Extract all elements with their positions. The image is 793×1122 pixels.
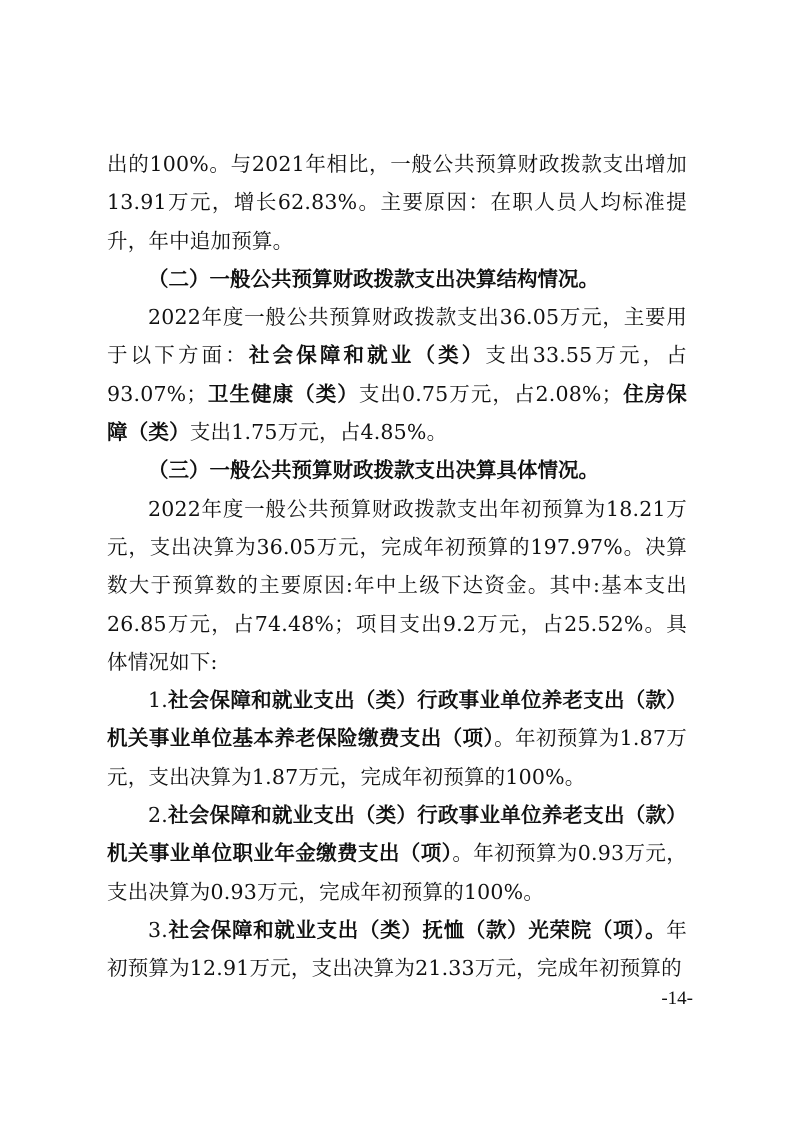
- list-item-3: [107, 911, 687, 988]
- list-item-3-text: 年初预算为12.91万元，支出决算为21.33万元，完成年初预算的: [107, 917, 687, 981]
- section-heading-2: （二）一般公共预算财政拨款支出决算结构情况。: [148, 266, 599, 291]
- list-item-3-title: 社会保障和就业支出（类）抚恤（款）光荣院（项）。: [167, 917, 667, 942]
- list-item-2-text: 。年初预算为0.93万元，支出决算为0.93万元，完成年初预算的100%。: [107, 841, 687, 904]
- list-item-1: [107, 681, 687, 796]
- structure-health-value: 支出0.75万元，占2.08%；: [358, 381, 623, 406]
- structure-social-value: 支出33.55万元，占93.07%；: [107, 343, 688, 406]
- structure-category-health: 卫生健康（类）: [207, 381, 359, 406]
- paragraph-detail: [107, 490, 687, 681]
- list-item-1-number: 1.: [148, 688, 168, 713]
- list-item-3-number: 3.: [148, 917, 168, 942]
- structure-category-housing: 住房保障（类）: [107, 381, 688, 445]
- section-heading-3: （三）一般公共预算财政拨款支出决算具体情况。: [148, 458, 599, 483]
- list-item-2-number: 2.: [148, 803, 168, 828]
- list-item-1-title: 社会保障和就业支出（类）行政事业单位养老支出（款）机关事业单位基本养老保险缴费支出（项）: [107, 688, 687, 751]
- structure-category-social: 社会保障和就业（类）: [248, 343, 486, 368]
- paragraph-structure: [107, 298, 687, 451]
- list-item-2-title: 社会保障和就业支出（类）行政事业单位养老支出（款）机关事业单位职业年金缴费支出（项）: [107, 803, 687, 866]
- paragraph-growth-text: 出的100%。与2021年相比，一般公共预算财政拨款支出增加13.91万元，增长62.83%。主要原因：在职人员人均标准提升，年中追加预算。: [107, 152, 687, 253]
- structure-lead: 2022年度一般公共预算财政拨款支出36.05万元，主要用于以下方面：: [107, 305, 687, 368]
- list-item-2: [107, 796, 687, 911]
- page-number: -14-: [661, 988, 693, 1009]
- list-item-1-text: 。年初预算为1.87万元，支出决算为1.87万元，完成年初预算的100%。: [107, 726, 687, 789]
- structure-housing-value: 支出1.75万元，占4.85%。: [189, 420, 448, 445]
- document-body: [107, 145, 687, 988]
- paragraph-growth: [107, 145, 687, 260]
- paragraph-detail-text: 2022年度一般公共预算财政拨款支出年初预算为18.21万元，支出决算为36.05万元，完成年初预算的197.97%。决算数大于预算数的主要原因:年中上级下达资金。其中:基本支出26.85万元，占74.48%；项目支出9.2万元，占25.52%。具体情况如下:: [107, 496, 687, 674]
